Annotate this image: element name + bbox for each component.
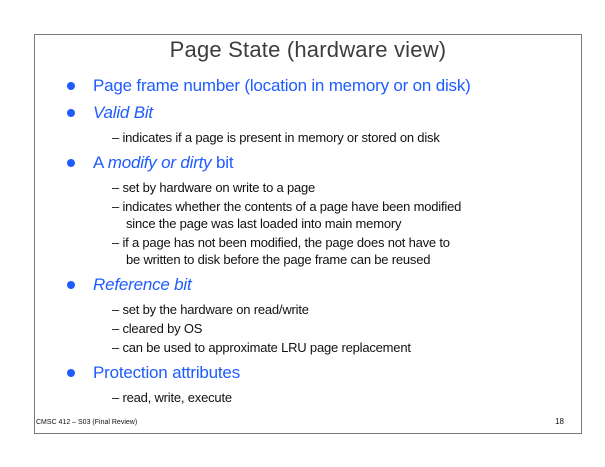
sub-item — [60, 179, 580, 196]
page-number: 18 — [555, 417, 564, 426]
sub-item — [60, 198, 580, 232]
bullet-protection-attributes — [60, 362, 580, 383]
sub-line: – set by hardware on write to a page — [112, 180, 316, 195]
bullet-text: Reference bit — [93, 275, 192, 294]
sub-line: – if a page has not been modified, the page does not have to — [112, 235, 450, 250]
sub-item — [60, 129, 580, 146]
bullet-text: Valid Bit — [93, 103, 153, 122]
bullet-dirty-bit — [60, 152, 580, 173]
sub-item — [60, 320, 580, 337]
sub-line: – read, write, execute — [112, 390, 232, 405]
bullet-dot-icon — [67, 109, 75, 117]
sub-line: – indicates if a page is present in memory or stored on disk — [112, 130, 440, 145]
sub-line: – can be used to approximate LRU page replacement — [112, 340, 411, 355]
bullet-text-part: bit — [211, 153, 234, 172]
bullet-text-italic-part: modify or dirty — [107, 153, 212, 172]
sub-item — [60, 389, 580, 406]
sub-item — [60, 234, 580, 268]
bullet-dot-icon — [67, 159, 75, 167]
sub-line: – indicates whether the contents of a page have been modified — [112, 199, 462, 214]
bullet-dot-icon — [67, 281, 75, 289]
sub-line-continued: since the page was last loaded into main memory — [126, 216, 402, 231]
bullet-text-part: A — [93, 153, 108, 172]
bullet-reference-bit — [60, 274, 580, 295]
sub-list-valid-bit — [60, 129, 580, 146]
slide-content — [60, 75, 580, 412]
sub-list-protection — [60, 389, 580, 406]
bullet-text: Page frame number (location in memory or on disk) — [93, 76, 471, 95]
bullet-dot-icon — [67, 369, 75, 377]
bullet-text: Protection attributes — [93, 363, 240, 382]
sub-list-dirty-bit — [60, 179, 580, 268]
bullet-dot-icon — [67, 82, 75, 90]
sub-line: – set by the hardware on read/write — [112, 302, 309, 317]
bullet-valid-bit — [60, 102, 580, 123]
footer-course-label: CMSC 412 – S03 (Final Review) — [36, 419, 138, 426]
sub-item — [60, 339, 580, 356]
slide-title: Page State (hardware view) — [169, 37, 447, 62]
sub-list-reference-bit — [60, 301, 580, 356]
bullet-page-frame-number — [60, 75, 580, 96]
sub-line: – cleared by OS — [112, 321, 203, 336]
sub-item — [60, 301, 580, 318]
sub-line-continued: be written to disk before the page frame can be reused — [126, 252, 431, 267]
